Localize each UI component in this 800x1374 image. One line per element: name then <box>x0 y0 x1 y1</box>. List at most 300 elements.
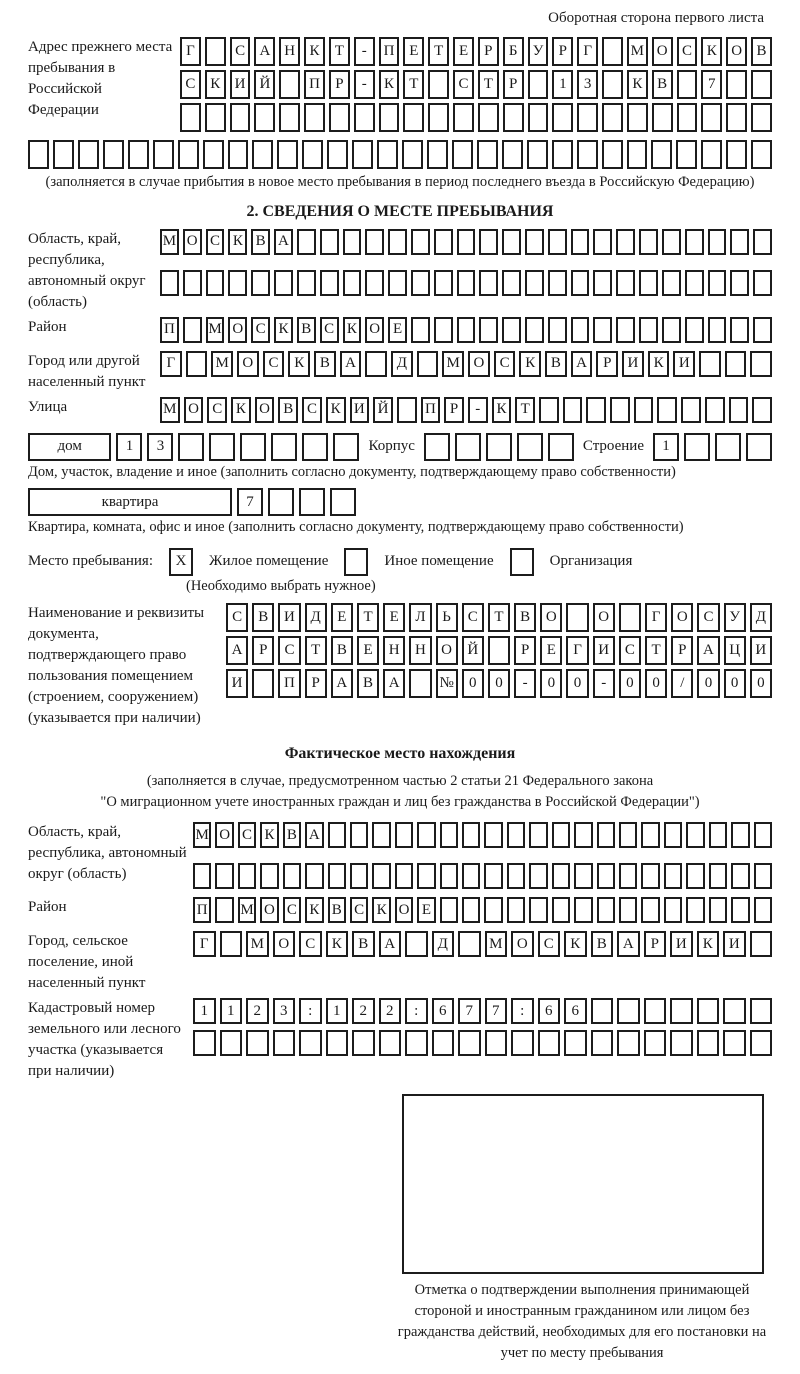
char-cell <box>488 636 510 665</box>
char-cell <box>566 603 588 632</box>
char-cell <box>708 317 727 343</box>
char-cell: О <box>183 229 202 255</box>
char-cell <box>457 317 476 343</box>
section2-title: 2. СВЕДЕНИЯ О МЕСТЕ ПРЕБЫВАНИЯ <box>246 202 554 220</box>
char-cell: Е <box>417 897 435 923</box>
char-cell <box>627 103 648 132</box>
char-cell <box>220 1030 243 1056</box>
char-cell: 0 <box>540 669 562 698</box>
char-cell: 0 <box>645 669 667 698</box>
char-cell: Р <box>305 669 327 698</box>
char-cell: 6 <box>538 998 561 1024</box>
char-cell: С <box>283 897 301 923</box>
char-cell: И <box>673 351 695 377</box>
char-cell <box>193 1030 216 1056</box>
char-cell: М <box>193 822 211 848</box>
char-cell <box>484 863 502 889</box>
char-cell: А <box>379 931 402 957</box>
char-cell: 6 <box>432 998 455 1024</box>
s3-region-label: Область, край, республика, автономный округ (область) <box>28 824 187 883</box>
s2-city-block <box>28 351 772 393</box>
char-cell <box>477 140 498 169</box>
char-cell <box>462 822 480 848</box>
char-cell <box>753 229 772 255</box>
stamp-caption: Отметка о подтверждении выполнения принимающей стороной и иностранным гражданином или лицом без гражданства действий, необходимых для его постановки на учет по месту пребывания <box>397 1282 767 1362</box>
char-cell <box>352 1030 375 1056</box>
char-cell <box>725 351 747 377</box>
char-cell <box>453 103 474 132</box>
char-cell <box>215 863 233 889</box>
char-cell: 1 <box>193 998 216 1024</box>
char-cell: Г <box>577 37 598 66</box>
char-cell <box>715 433 741 461</box>
char-cell: Р <box>514 636 536 665</box>
char-cell <box>577 103 598 132</box>
s3-region-block <box>28 822 772 893</box>
char-cell <box>457 270 476 296</box>
char-cell: С <box>677 37 698 66</box>
char-cell: А <box>274 229 293 255</box>
char-cell: У <box>724 603 746 632</box>
char-cell: В <box>297 317 316 343</box>
char-cell <box>252 140 273 169</box>
char-cell <box>277 140 298 169</box>
char-cell: К <box>648 351 670 377</box>
char-cell: В <box>314 351 336 377</box>
house-box: дом <box>28 433 111 461</box>
char-cell: 3 <box>147 433 173 461</box>
char-cell: Т <box>515 397 535 423</box>
char-cell <box>254 103 275 132</box>
char-cell: К <box>274 317 293 343</box>
char-cell <box>676 140 697 169</box>
char-cell: 0 <box>697 669 719 698</box>
char-cell: Й <box>373 397 393 423</box>
char-cell <box>178 433 204 461</box>
char-cell: - <box>468 397 488 423</box>
prev-address-row-3 <box>180 103 772 132</box>
char-cell: Д <box>391 351 413 377</box>
char-cell <box>602 103 623 132</box>
char-cell <box>365 229 384 255</box>
char-cell <box>641 897 659 923</box>
page-header: Оборотная сторона первого листа <box>548 10 764 26</box>
char-cell: М <box>238 897 256 923</box>
char-cell <box>409 669 431 698</box>
char-cell <box>662 229 681 255</box>
char-cell <box>240 433 266 461</box>
char-cell <box>183 317 202 343</box>
char-cell <box>723 1030 746 1056</box>
char-cell <box>697 998 720 1024</box>
char-cell: К <box>231 397 251 423</box>
char-cell: С <box>462 603 484 632</box>
char-cell: / <box>671 669 693 698</box>
char-cell <box>701 103 722 132</box>
char-cell <box>591 1030 614 1056</box>
char-cell: К <box>379 70 400 99</box>
char-cell: В <box>331 636 353 665</box>
char-cell: С <box>320 317 339 343</box>
s3-district-block <box>28 897 772 927</box>
char-cell: К <box>343 317 362 343</box>
char-cell: И <box>230 70 251 99</box>
char-cell <box>484 897 502 923</box>
char-cell <box>552 822 570 848</box>
char-cell: Р <box>671 636 693 665</box>
char-cell: 6 <box>564 998 587 1024</box>
s2-region-block <box>28 229 772 313</box>
char-cell <box>639 229 658 255</box>
apartment-caption: Квартира, комната, офис и иное (заполнить согласно документу, подтверждающему право собственности) <box>28 519 684 536</box>
char-cell <box>617 1030 640 1056</box>
char-cell: С <box>453 70 474 99</box>
s3-cadastral-row-1 <box>193 998 772 1024</box>
char-cell <box>529 897 547 923</box>
char-cell: О <box>395 897 413 923</box>
char-cell: Т <box>478 70 499 99</box>
stay-type-label: Место пребывания: <box>28 553 153 570</box>
char-cell <box>440 897 458 923</box>
char-cell: А <box>340 351 362 377</box>
char-cell: О <box>726 37 747 66</box>
house-row <box>28 433 772 461</box>
char-cell <box>302 433 328 461</box>
char-cell: Й <box>254 70 275 99</box>
char-cell <box>78 140 99 169</box>
char-cell <box>729 397 749 423</box>
prev-address-caption: (заполняется в случае прибытия в новое место пребывания в период последнего въезда в Российскую Федерацию) <box>45 174 755 190</box>
s2-district-row <box>160 317 772 343</box>
char-cell <box>186 351 208 377</box>
char-cell <box>328 863 346 889</box>
char-cell: Р <box>444 397 464 423</box>
char-cell <box>746 433 772 461</box>
char-cell <box>405 931 428 957</box>
char-cell: : <box>405 998 428 1024</box>
char-cell <box>320 229 339 255</box>
char-cell <box>616 270 635 296</box>
char-cell <box>686 897 704 923</box>
char-cell: К <box>701 37 722 66</box>
char-cell <box>428 103 449 132</box>
char-cell: В <box>652 70 673 99</box>
char-cell <box>723 998 746 1024</box>
document-label: Наименование и реквизиты документа, подтверждающего право пользования помещением (строением, сооружением) (указывается при наличии) <box>28 604 205 726</box>
char-cell <box>684 433 710 461</box>
char-cell <box>577 140 598 169</box>
char-cell <box>343 229 362 255</box>
char-cell <box>619 897 637 923</box>
s2-region-row-2 <box>160 270 772 296</box>
char-cell <box>685 229 704 255</box>
char-cell <box>388 229 407 255</box>
s2-street-label: Улица <box>28 398 68 415</box>
char-cell: О <box>652 37 673 66</box>
char-cell <box>417 351 439 377</box>
char-cell <box>160 270 179 296</box>
char-cell <box>617 998 640 1024</box>
char-cell <box>330 488 356 516</box>
char-cell: О <box>273 931 296 957</box>
char-cell: Г <box>645 603 667 632</box>
char-cell <box>529 822 547 848</box>
char-cell <box>379 1030 402 1056</box>
char-cell <box>574 897 592 923</box>
char-cell <box>479 317 498 343</box>
char-cell <box>440 822 458 848</box>
char-cell <box>462 897 480 923</box>
stay-type-option-other-label: Иное помещение <box>384 553 494 570</box>
char-cell <box>403 103 424 132</box>
s3-city-block <box>28 931 772 994</box>
char-cell <box>372 863 390 889</box>
char-cell <box>686 822 704 848</box>
char-cell: В <box>278 397 298 423</box>
char-cell: С <box>494 351 516 377</box>
char-cell: А <box>305 822 323 848</box>
s2-region-label: Область, край, республика, автономный округ (область) <box>28 230 146 310</box>
char-cell: : <box>511 998 534 1024</box>
char-cell <box>193 863 211 889</box>
char-cell: К <box>228 229 247 255</box>
char-cell: С <box>278 636 300 665</box>
char-cell <box>686 863 704 889</box>
char-cell <box>395 863 413 889</box>
char-cell: К <box>519 351 541 377</box>
char-cell: С <box>251 317 270 343</box>
char-cell <box>502 317 521 343</box>
char-cell: Н <box>383 636 405 665</box>
document-row-2 <box>226 636 772 665</box>
char-cell: Г <box>160 351 182 377</box>
char-cell: И <box>593 636 615 665</box>
char-cell: О <box>365 317 384 343</box>
s2-district-block <box>28 317 772 347</box>
char-cell <box>552 103 573 132</box>
char-cell <box>502 140 523 169</box>
char-cell: 0 <box>619 669 641 698</box>
char-cell: К <box>697 931 720 957</box>
char-cell <box>388 270 407 296</box>
char-cell: К <box>326 397 346 423</box>
char-cell: Р <box>503 70 524 99</box>
char-cell <box>705 397 725 423</box>
char-cell <box>297 270 316 296</box>
char-cell <box>271 433 297 461</box>
char-cell <box>685 270 704 296</box>
char-cell <box>752 397 772 423</box>
prev-address-block <box>28 37 772 136</box>
char-cell <box>664 822 682 848</box>
char-cell <box>697 1030 720 1056</box>
char-cell <box>458 931 481 957</box>
document-block <box>28 603 772 729</box>
char-cell: В <box>591 931 614 957</box>
char-cell: В <box>751 37 772 66</box>
char-cell <box>563 397 583 423</box>
char-cell <box>326 1030 349 1056</box>
char-cell: С <box>697 603 719 632</box>
char-cell: О <box>593 603 615 632</box>
char-cell: 3 <box>273 998 296 1024</box>
char-cell: 0 <box>462 669 484 698</box>
char-cell <box>279 70 300 99</box>
char-cell <box>610 397 630 423</box>
stroenie-cells <box>653 433 772 461</box>
char-cell: М <box>442 351 464 377</box>
stay-type-caption: (Необходимо выбрать нужное) <box>186 577 376 594</box>
char-cell: Т <box>428 37 449 66</box>
section3-caption-line1: (заполняется в случае, предусмотренном частью 2 статьи 21 Федерального закона <box>146 772 654 789</box>
char-cell: П <box>278 669 300 698</box>
char-cell <box>525 270 544 296</box>
char-cell <box>434 317 453 343</box>
char-cell <box>402 140 423 169</box>
char-cell: Е <box>403 37 424 66</box>
s3-district-label: Район <box>28 899 67 916</box>
char-cell: С <box>180 70 201 99</box>
char-cell <box>731 822 749 848</box>
char-cell <box>379 103 400 132</box>
char-cell <box>528 103 549 132</box>
char-cell: М <box>160 397 180 423</box>
char-cell <box>215 897 233 923</box>
char-cell <box>552 140 573 169</box>
char-cell <box>230 103 251 132</box>
char-cell <box>246 1030 269 1056</box>
char-cell: В <box>352 931 375 957</box>
char-cell <box>238 863 256 889</box>
char-cell <box>252 669 274 698</box>
char-cell <box>726 103 747 132</box>
char-cell: Д <box>750 603 772 632</box>
char-cell <box>273 1030 296 1056</box>
char-cell <box>206 270 225 296</box>
house-caption: Дом, участок, владение и иное (заполнить согласно документу, подтверждающему право собственности) <box>28 463 676 480</box>
char-cell <box>750 998 773 1024</box>
char-cell <box>411 317 430 343</box>
char-cell <box>486 433 512 461</box>
char-cell <box>305 863 323 889</box>
char-cell: Р <box>596 351 618 377</box>
char-cell: О <box>540 603 562 632</box>
char-cell: Т <box>357 603 379 632</box>
char-cell <box>751 103 772 132</box>
char-cell: Ц <box>724 636 746 665</box>
char-cell <box>228 140 249 169</box>
char-cell <box>597 863 615 889</box>
char-cell: И <box>622 351 644 377</box>
char-cell: К <box>304 37 325 66</box>
char-cell <box>750 931 773 957</box>
char-cell: К <box>305 897 323 923</box>
char-cell: И <box>750 636 772 665</box>
char-cell: Е <box>383 603 405 632</box>
char-cell: 0 <box>488 669 510 698</box>
korpus-cells <box>424 433 574 461</box>
char-cell <box>701 140 722 169</box>
char-cell <box>708 270 727 296</box>
apartment-cells <box>237 488 356 516</box>
char-cell: Б <box>503 37 524 66</box>
char-cell: 1 <box>220 998 243 1024</box>
char-cell: П <box>193 897 211 923</box>
char-cell <box>397 397 417 423</box>
char-cell: С <box>350 897 368 923</box>
char-cell: К <box>492 397 512 423</box>
char-cell <box>365 351 387 377</box>
char-cell <box>662 270 681 296</box>
char-cell <box>424 433 450 461</box>
char-cell: О <box>671 603 693 632</box>
char-cell: А <box>697 636 719 665</box>
s3-city-row <box>193 931 772 957</box>
char-cell <box>228 270 247 296</box>
char-cell <box>593 229 612 255</box>
char-cell <box>750 1030 773 1056</box>
char-cell: Т <box>488 603 510 632</box>
char-cell: С <box>206 229 225 255</box>
char-cell <box>571 229 590 255</box>
char-cell <box>753 317 772 343</box>
char-cell: - <box>354 37 375 66</box>
char-cell <box>354 103 375 132</box>
char-cell <box>428 70 449 99</box>
char-cell <box>320 270 339 296</box>
char-cell: Е <box>357 636 379 665</box>
char-cell <box>350 822 368 848</box>
char-cell: Р <box>329 70 350 99</box>
char-cell: М <box>160 229 179 255</box>
char-cell <box>574 863 592 889</box>
s2-street-block <box>28 397 772 427</box>
char-cell: С <box>263 351 285 377</box>
char-cell <box>279 103 300 132</box>
char-cell <box>511 1030 534 1056</box>
char-cell: И <box>278 603 300 632</box>
char-cell: И <box>723 931 746 957</box>
char-cell <box>685 317 704 343</box>
char-cell <box>507 863 525 889</box>
char-cell <box>657 397 677 423</box>
char-cell <box>329 103 350 132</box>
char-cell <box>616 317 635 343</box>
char-cell: П <box>379 37 400 66</box>
char-cell <box>417 863 435 889</box>
char-cell <box>754 897 772 923</box>
char-cell: С <box>302 397 322 423</box>
char-cell: П <box>160 317 179 343</box>
char-cell: Ь <box>436 603 458 632</box>
char-cell: Т <box>645 636 667 665</box>
char-cell: В <box>514 603 536 632</box>
section3-caption-line2: "О миграционном учете иностранных граждан и лиц без гражданства в Российской Федерации") <box>100 794 700 811</box>
char-cell <box>183 270 202 296</box>
char-cell <box>434 229 453 255</box>
char-cell: О <box>511 931 534 957</box>
char-cell <box>274 270 293 296</box>
char-cell <box>484 822 502 848</box>
char-cell <box>644 1030 667 1056</box>
char-cell <box>209 433 235 461</box>
apartment-row <box>28 488 772 516</box>
char-cell <box>753 270 772 296</box>
char-cell <box>726 70 747 99</box>
char-cell <box>726 140 747 169</box>
stroenie-label: Строение <box>582 438 644 455</box>
char-cell: А <box>571 351 593 377</box>
